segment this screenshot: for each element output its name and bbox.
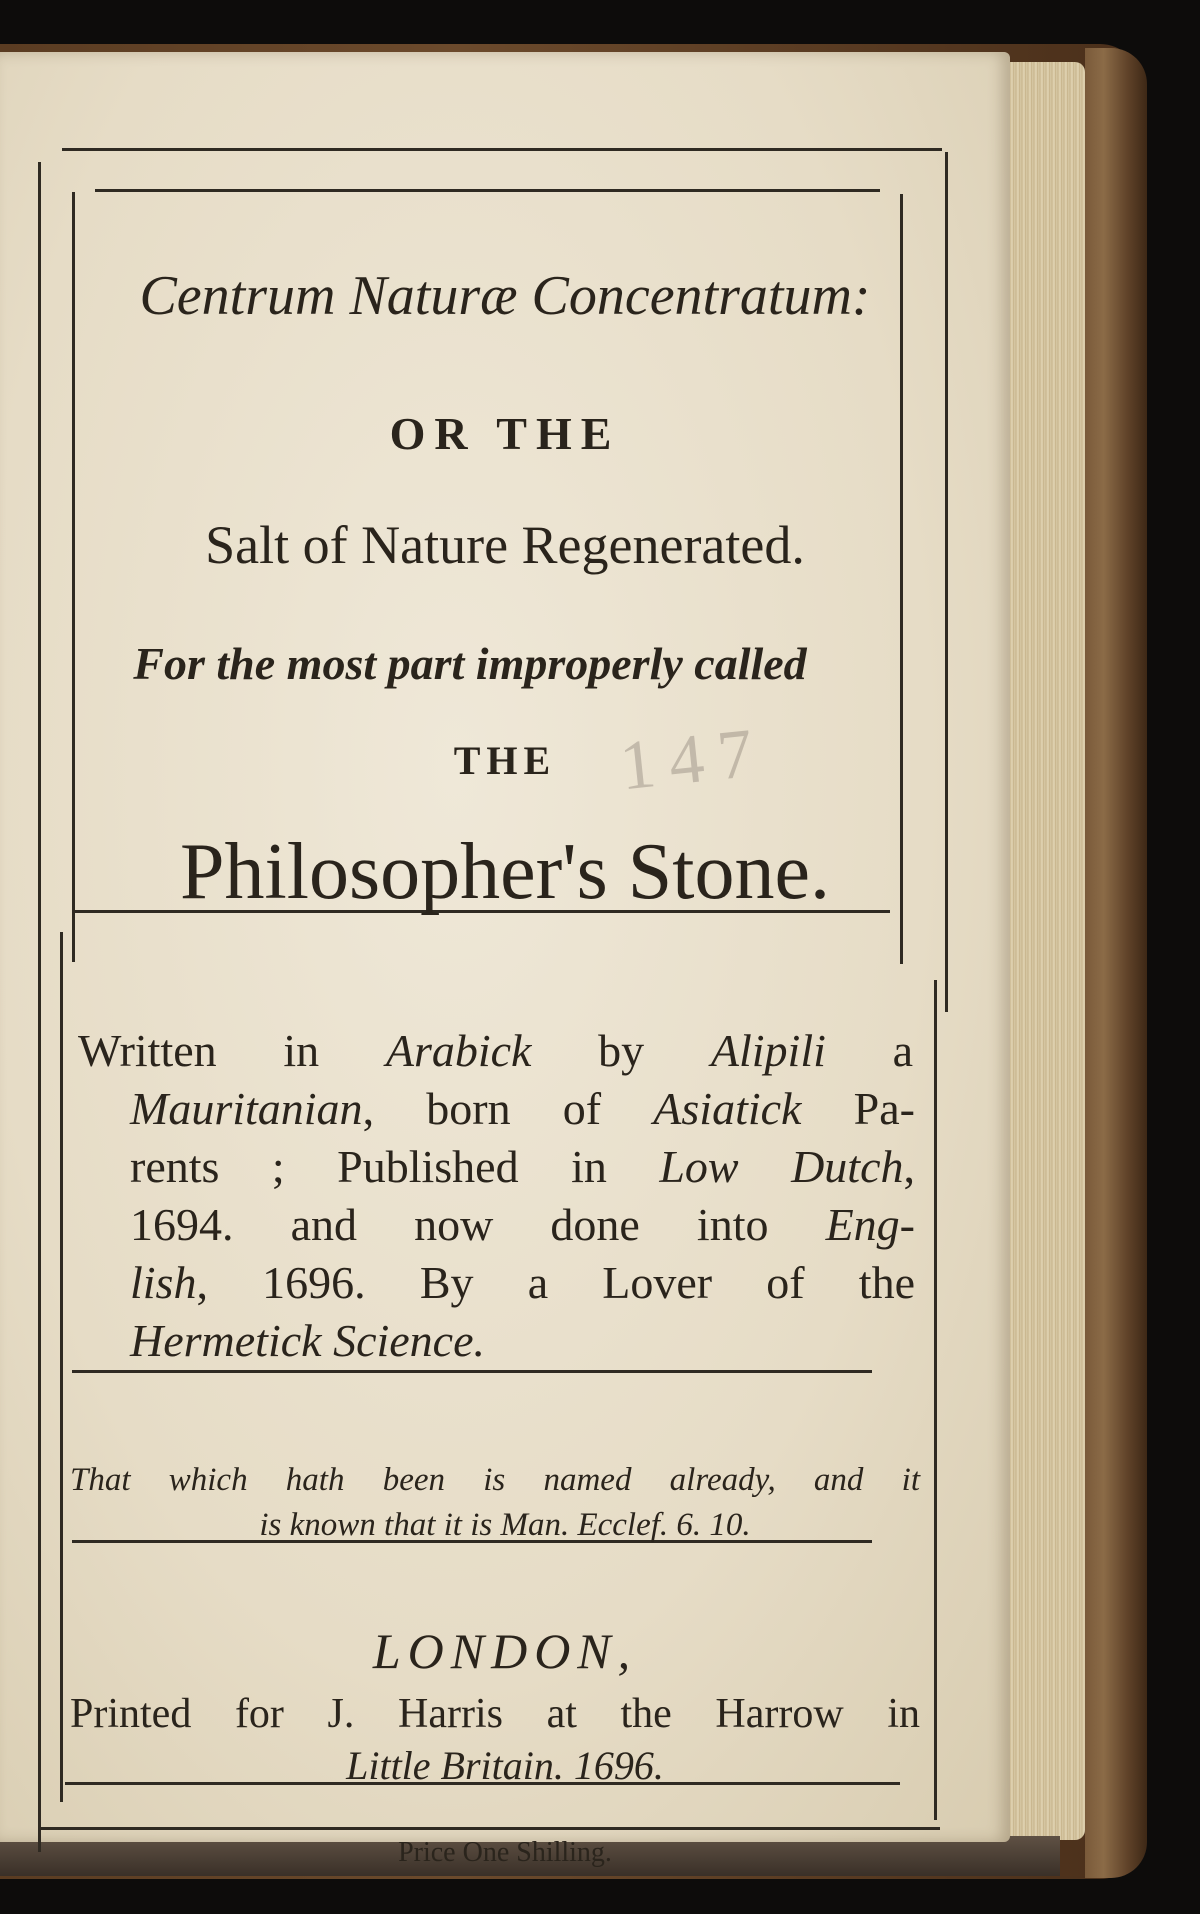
or-the-heading: OR THE [389, 408, 621, 459]
author-line-1-run: Written in [78, 1025, 386, 1076]
body-frame-right [934, 980, 937, 1820]
imprint-location-date: Little Britain. 1696. [346, 1743, 664, 1788]
author-line-6 [130, 1314, 915, 1367]
author-line-2-run: , born of [362, 1083, 654, 1134]
title-page [0, 52, 1010, 1868]
author-line-1 [78, 1024, 913, 1077]
author-line-4 [130, 1198, 915, 1251]
imprint-city: LONDON, [372, 1623, 638, 1679]
book-spine-edge [1085, 48, 1147, 1878]
author-line-3-run: , [903, 1141, 915, 1192]
outer-frame-bottom [40, 1827, 940, 1830]
scripture-quote-line-1: That which hath been is named already, and it [70, 1462, 920, 1498]
author-line-1-run: a [825, 1025, 913, 1076]
author-line-4-run: Eng- [825, 1199, 915, 1250]
author-line-1-run: Alipili [710, 1025, 826, 1076]
title-frame-top [95, 189, 880, 192]
author-line-5 [130, 1256, 915, 1309]
imprint-printer: Printed for J. Harris at the Harrow in [70, 1691, 920, 1737]
author-line-3-run: rents ; Published in [130, 1141, 660, 1192]
author-line-4-run: 1694. and now done into [130, 1199, 826, 1250]
latin-title: Centrum Naturæ Concentratum: [139, 265, 871, 327]
author-line-6-run: Hermetick Science. [130, 1315, 486, 1366]
pencil-annotation: 147 [616, 713, 771, 806]
author-line-1-run: by [531, 1025, 711, 1076]
subtitle: Salt of Nature Regenerated. [205, 515, 805, 575]
scripture-quote-line-2: is known that it is Man. Ecclef. 6. 10. [259, 1507, 751, 1543]
improperly-called-line: For the most part improperly called [133, 638, 807, 689]
author-line-5-run: lish [130, 1257, 197, 1308]
author-line-2 [130, 1082, 915, 1135]
author-line-2-run: Pa- [801, 1083, 915, 1134]
author-line-1-run: Arabick [385, 1025, 532, 1076]
main-title: Philosopher's Stone. [180, 828, 830, 916]
author-line-2-run: Mauritanian [130, 1083, 363, 1134]
author-line-5-run: , 1696. By a Lover of the [196, 1257, 915, 1308]
price-line: Price One Shilling. [398, 1837, 612, 1868]
divider-after-author [72, 1370, 872, 1373]
author-line-3 [130, 1140, 915, 1193]
author-line-3-run: Low Dutch [659, 1141, 904, 1192]
author-line-2-run: Asiatick [653, 1083, 802, 1134]
the-heading: THE [453, 738, 557, 783]
outer-frame-top [62, 148, 942, 151]
